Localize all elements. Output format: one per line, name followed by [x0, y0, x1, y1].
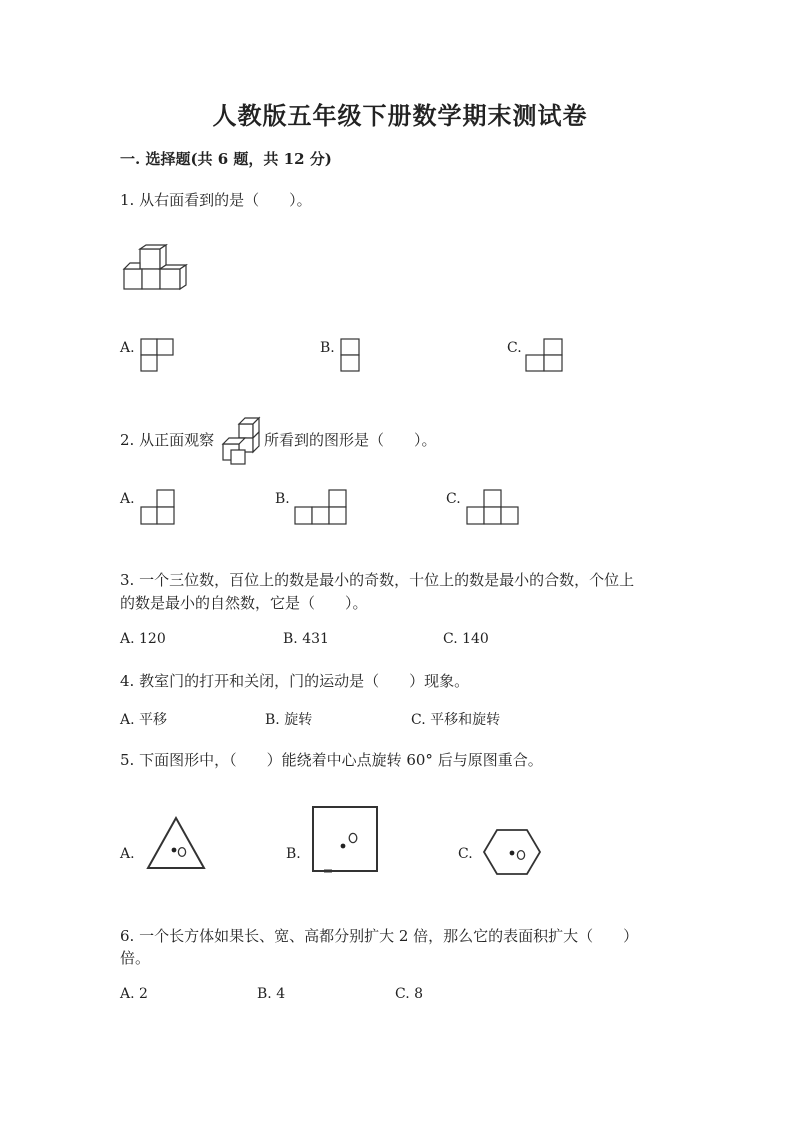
section-heading: 一. 选择题(共 6 题，共 12 分) [120, 150, 332, 168]
q6-option-a[interactable]: A. 2 [120, 986, 148, 1002]
q6-option-b[interactable]: B. 4 [257, 986, 286, 1002]
q1-option-b-figure[interactable] [340, 338, 362, 374]
question-4-text: 4. 教室门的打开和关闭，门的运动是（ ）现象。 [120, 672, 470, 690]
question-2-text-after: 所看到的图形是（ ）。 [264, 431, 437, 449]
q1-option-b-label[interactable]: B. [320, 340, 335, 356]
page-title: 人教版五年级下册数学期末测试卷 [212, 101, 588, 130]
q4-option-b[interactable]: B. 旋转 [265, 712, 313, 728]
question-2-text-before: 2. 从正面观察 [120, 431, 215, 449]
q5-option-c-label[interactable]: C. [458, 846, 473, 862]
q1-option-a-label[interactable]: A. [120, 340, 135, 356]
q3-option-c[interactable]: C. 140 [443, 631, 489, 647]
q4-option-a[interactable]: A. 平移 [120, 712, 168, 728]
q1-option-c-label[interactable]: C. [507, 340, 522, 356]
q3-option-a[interactable]: A. 120 [120, 631, 166, 647]
question-6-text-line2: 倍。 [120, 949, 151, 967]
q2-option-a-figure[interactable] [140, 489, 178, 527]
q2-option-b-figure[interactable] [294, 489, 350, 527]
question-6-text-line1: 6. 一个长方体如果长、宽、高都分别扩大 2 倍，那么它的表面积扩大（ ） [120, 927, 639, 945]
q6-option-c[interactable]: C. 8 [395, 986, 424, 1002]
q5-option-c-hexagon-figure[interactable] [482, 828, 544, 880]
q5-option-b-label[interactable]: B. [286, 846, 301, 862]
q5-option-b-square-figure[interactable] [311, 805, 381, 877]
q2-option-c-figure[interactable] [466, 489, 522, 527]
q2-cube-arrangement-figure [221, 416, 263, 466]
q4-option-c[interactable]: C. 平移和旋转 [411, 712, 501, 728]
q2-option-c-label[interactable]: C. [446, 491, 461, 507]
question-1-text: 1. 从右面看到的是（ ）。 [120, 191, 312, 209]
q2-option-b-label[interactable]: B. [275, 491, 290, 507]
q5-option-a-triangle-figure[interactable] [146, 816, 208, 872]
q1-cube-stack-figure [122, 243, 188, 291]
question-3-text-line2: 的数是最小的自然数，它是（ ）。 [120, 594, 368, 612]
question-3-text-line1: 3. 一个三位数，百位上的数是最小的奇数，十位上的数是最小的合数，个位上 [120, 571, 635, 589]
q3-option-b[interactable]: B. 431 [283, 631, 329, 647]
q1-option-a-figure[interactable] [140, 338, 176, 374]
question-5-text: 5. 下面图形中，（ ）能绕着中心点旋转 60° 后与原图重合。 [120, 751, 543, 769]
q5-option-a-label[interactable]: A. [120, 846, 135, 862]
q1-option-c-figure[interactable] [525, 338, 565, 374]
q2-option-a-label[interactable]: A. [120, 491, 135, 507]
